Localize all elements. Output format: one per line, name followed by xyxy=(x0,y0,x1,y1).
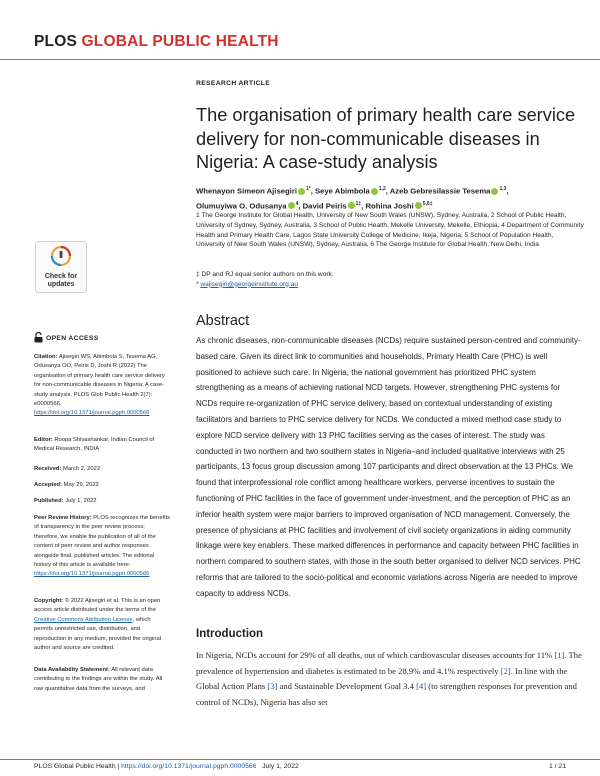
data-availability-label: Data Availability Statement: xyxy=(34,667,110,673)
published-text: July 1, 2022 xyxy=(65,498,97,504)
journal-brand[interactable] xyxy=(34,33,279,51)
abstract-text: As chronic diseases, non-communicable diseases (NCDs) require sustained person-centred and community-based care. Given its direct link to communities and households, Primary Health Care (PHC) is well positioned to achieve such care. In Nigeria, the national government has prioritized PHC system strengthening as a means of achieving national NCD targets. However, strengthening PHC systems for NCDs require re-organization of PHC service delivery, based on contextual understanding of existing facilitators and barriers to PHC service delivery for NCDs. We conducted a mixed method case study to explore NCD service delivery with 13 PHC facilities serving as the cases of interest. The study was conducted in two northern and two southern states in Nigeria–and included qualitative interviews with 25 participants, 13 focus group discussion among 107 participants and direct observation at the 13 PHCs. We found that interprofessional role conflict among healthcare workers, perverse incentives to sustain the functioning of PHC facilities in the face of government under-investment, and the perception of PHC as an inferior health system were major barriers to improved organisation of NCD management. Conversely, the presence of physicians at PHC facilities and involvement of civil society organizations in aiding community linkage were key enablers. These marked differences in performance and capacity between PHC facilities in northern compared to southern states, with those in the south better organised to deliver NCD services. PHC reforms that are tailored to the socio-political and economic variations across Nigeria are needed to improve capacity to address NCDs. xyxy=(196,336,581,598)
header-divider xyxy=(0,59,600,60)
received-text: March 2, 2022 xyxy=(63,466,101,472)
corresponding-email-line xyxy=(196,280,584,290)
orcid-icon[interactable] xyxy=(491,188,498,195)
orcid-icon[interactable] xyxy=(288,202,295,209)
accepted-text: May 29, 2022 xyxy=(63,482,99,488)
brand-journal: GLOBAL PUBLIC HEALTH xyxy=(81,33,279,50)
orcid-icon[interactable] xyxy=(415,202,422,209)
author-affil-sup: 1* xyxy=(305,186,311,192)
author-list xyxy=(196,183,586,212)
reference-link[interactable]: [1] xyxy=(554,650,565,660)
article-type: RESEARCH ARTICLE xyxy=(196,80,271,87)
author-name[interactable]: , Seye Abimbola xyxy=(310,186,370,196)
peer-review-label: Peer Review History: xyxy=(34,515,92,521)
introduction-heading: Introduction xyxy=(196,628,264,640)
peer-review-text: PLOS recognizes the benefits of transparency in the peer review process; therefore, we enable the publication of all of the content of peer review and author responses alongside final, published articles. The editorial history of this article is available here: xyxy=(34,515,170,569)
orcid-icon[interactable] xyxy=(348,202,355,209)
open-access-label: OPEN ACCESS xyxy=(46,335,99,342)
editor-block xyxy=(34,436,170,455)
peer-review-block xyxy=(34,514,170,580)
footer-divider xyxy=(0,759,600,760)
author-affil-sup: 1‡ xyxy=(355,200,362,207)
copyright-block xyxy=(34,597,170,653)
editor-text: Roopa Shivashankar, Indian Council of Medical Research, INDIA xyxy=(34,437,155,453)
check-updates-label: Check for updates xyxy=(44,273,78,288)
cc-license-link[interactable]: Creative Commons Attribution License xyxy=(34,616,133,623)
published-block xyxy=(34,497,170,506)
author-name[interactable]: Whenayon Simeon Ajisegiri xyxy=(196,186,297,196)
footer-doi-link[interactable]: https://doi.org/10.1371/journal.pgph.0000566 xyxy=(121,763,257,770)
brand-plos: PLOS xyxy=(34,33,78,50)
orcid-icon[interactable] xyxy=(298,188,305,195)
open-lock-icon xyxy=(34,332,43,343)
accepted-label: Accepted: xyxy=(34,482,63,488)
editor-label: Editor: xyxy=(34,437,53,443)
accepted-block xyxy=(34,481,170,490)
author-name[interactable]: , David Peiris xyxy=(298,201,347,211)
abstract-heading: Abstract xyxy=(196,313,250,329)
open-access xyxy=(34,332,99,343)
author-name[interactable]: , Rohina Joshi xyxy=(361,201,414,211)
intro-text: and Sustainable Development Goal 3.4 xyxy=(277,681,417,692)
citation-block xyxy=(34,353,170,419)
introduction-text xyxy=(196,648,582,711)
citation-text: Ajisegiri WS, Abimbola S, Tesema AG, Odusanya OO, Peiris D, Joshi R (2022) The organisation of primary health care service delivery for non-communicable diseases in Nigeria: A case-study analysis. PLOS Glob Public Health 2(7): e0000566. xyxy=(34,354,165,408)
received-label: Received: xyxy=(34,466,62,472)
article-title: The organisation of primary health care service delivery for non-communicable diseases in Nigeria: A case-study analysis xyxy=(196,105,576,172)
copyright-text-2: , which permits unrestricted use, distribution, and reproduction in any medium, provided the original author and source are credited. xyxy=(34,616,161,652)
check-for-updates-badge[interactable] xyxy=(35,241,87,293)
author-name[interactable]: , Azeb Gebresilassie Tesema xyxy=(385,186,491,196)
data-availability-block xyxy=(34,666,170,694)
intro-text: . The prevalence of hypertension and diabetes is estimated to be 28.9% and 4.1% respectively xyxy=(196,650,582,676)
check-updates-icon xyxy=(51,246,71,266)
author-affil-sup: 5,6‡ xyxy=(422,200,433,207)
author-line-2 xyxy=(196,198,586,213)
intro-text: (to strengthen responses for prevention and control of NCDs), Nigeria has also set xyxy=(196,681,577,708)
received-block xyxy=(34,465,170,474)
data-availability-text: All relevant data contributing to the findings are within the study. All raw quantitative data from the surveys, and xyxy=(34,667,163,692)
reference-link[interactable]: [3] xyxy=(267,681,278,692)
author-notes xyxy=(196,270,584,289)
orcid-icon[interactable] xyxy=(371,188,378,195)
citation-doi-link[interactable]: https://doi.org/10.1371/journal.pgph.0000566 xyxy=(34,410,150,417)
reference-link[interactable]: [2] xyxy=(500,665,511,676)
footer-journal: PLOS Global Public Health xyxy=(34,763,116,770)
citation-label: Citation: xyxy=(34,354,58,360)
footer-separator: | xyxy=(115,763,122,770)
affiliations: 1 The George Institute for Global Health, University of New South Wales (UNSW), Sydney, Australia, 2 School of Public Health, University of Sydney, Sydney, Australia, 3 School of Public Health, Mekelle University, Mekelle, Ethiopia, 4 Department of Community Health and Primary Health Care, Lagos State University College of Medicine, Ikeja, Nigeria, 5 School of Population Health, University of New South Wales (UNSW), Sydney, Australia, 6 The George Institute for Global Health, New Delhi, India xyxy=(196,212,584,249)
reference-link[interactable]: [4] xyxy=(416,681,427,692)
equal-contribution-note: ‡ DP and RJ equal senior authors on this work. xyxy=(196,271,334,278)
peer-review-doi-link[interactable]: https://doi.org/10.1371/journal.pgph.0000566 xyxy=(34,571,150,578)
page-number: 1 / 21 xyxy=(548,763,566,770)
copyright-text: © 2022 Ajisegiri et al. This is an open access article distributed under the terms of the xyxy=(34,598,161,614)
corresponding-email-link[interactable]: wajisegiri@georgeinstitute.org.au xyxy=(200,280,298,288)
author-affil-sup: 1,2 xyxy=(378,186,386,192)
author-line-1: Whenayon Simeon Ajisegiri $^{1*}$, Seye Abimbola $^{1,2}$, Azeb Gebresilassie Tesema $^{1,3}$, xyxy=(196,186,509,196)
author-affil-sup: 4 xyxy=(295,200,299,207)
footer-citation xyxy=(34,763,299,770)
author-name[interactable]: Olumuyiwa O. Odusanya xyxy=(196,201,287,211)
intro-text: In Nigeria, NCDs account for 29% of all deaths, out of which cardiovascular diseases accounts for 11% xyxy=(196,650,555,660)
intro-text: . In line with the Global Action Plans xyxy=(196,665,568,692)
published-label: Published: xyxy=(34,498,64,504)
copyright-label: Copyright: xyxy=(34,598,64,604)
author-affil-sup: 1,3 xyxy=(499,186,507,192)
footer-date: July 1, 2022 xyxy=(262,763,299,770)
email-marker: * xyxy=(196,280,201,288)
